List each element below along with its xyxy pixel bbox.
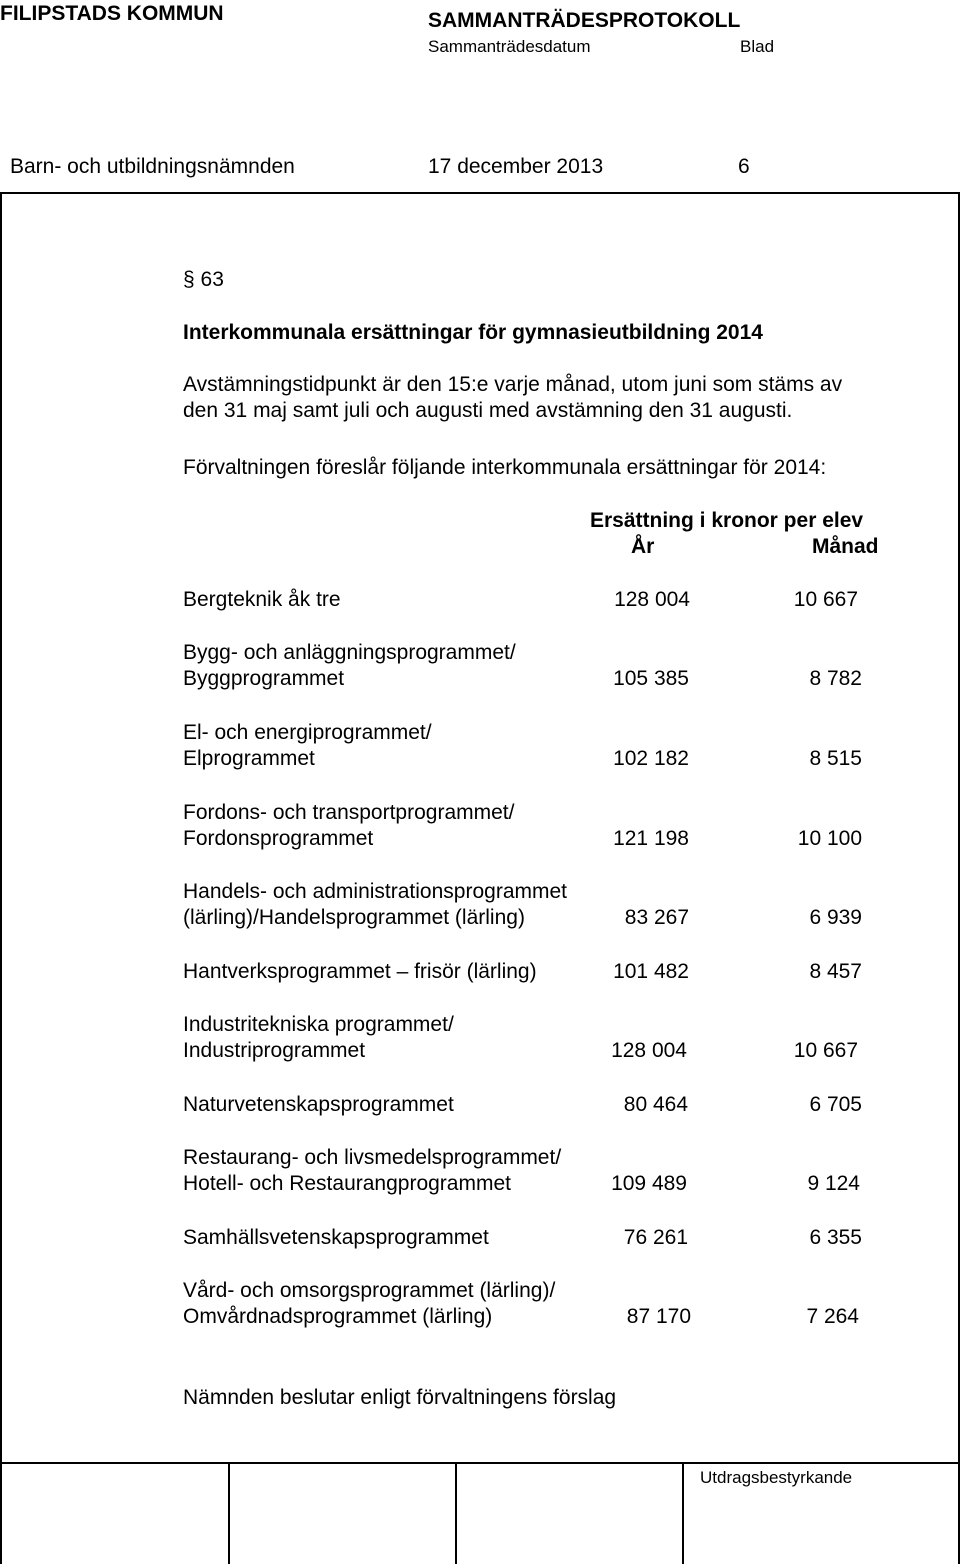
month-amount: 10 667: [793, 1039, 858, 1062]
committee-name: Barn- och utbildningsnämnden: [10, 155, 295, 178]
year-amount: 109 489: [611, 1172, 687, 1195]
decision-text: Nämnden beslutar enligt förvaltningens förslag: [183, 1386, 617, 1409]
frame-left-line: [0, 192, 2, 1564]
table-row: [0, 880, 960, 932]
table-row: [0, 1279, 960, 1331]
table-row: [0, 1093, 960, 1119]
table-row: [0, 960, 960, 986]
program-name-line2: Omvårdnadsprogrammet (lärling): [183, 1305, 493, 1328]
year-amount: 121 198: [613, 827, 689, 850]
month-amount: 8 457: [809, 960, 862, 983]
month-amount: 10 667: [793, 588, 858, 611]
program-name-line2: Industriprogrammet: [183, 1039, 366, 1062]
program-name-line1: Industritekniska programmet/: [183, 1013, 454, 1036]
month-amount: 9 124: [807, 1172, 860, 1195]
frame-top-line: [0, 192, 960, 194]
program-name-line1: Hantverksprogrammet – frisör (lärling): [183, 960, 537, 983]
intro-line-2: den 31 maj samt juli och augusti med avstämning den 31 augusti.: [183, 399, 793, 422]
footer-top-line: [0, 1462, 960, 1464]
year-amount: 102 182: [613, 747, 689, 770]
table-row: [0, 641, 960, 693]
table-row: [0, 1146, 960, 1198]
table-heading: Ersättning i kronor per elev: [590, 509, 864, 532]
program-name-line1: Samhällsvetenskapsprogrammet: [183, 1226, 489, 1249]
program-name-line2: Hotell- och Restaurangprogrammet: [183, 1172, 511, 1195]
program-name-line2: (lärling)/Handelsprogrammet (lärling): [183, 906, 525, 929]
year-amount: 76 261: [623, 1226, 688, 1249]
intro-line-1: Avstämningstidpunkt är den 15:e varje månad, utom juni som stäms av: [183, 373, 843, 396]
month-amount: 6 705: [809, 1093, 862, 1116]
column-year-header: År: [631, 535, 655, 558]
page-label: Blad: [740, 37, 775, 56]
program-name-line1: Bygg- och anläggningsprogrammet/: [183, 641, 516, 664]
year-amount: 80 464: [623, 1093, 688, 1116]
table-row: [0, 801, 960, 853]
year-amount: 128 004: [611, 1039, 687, 1062]
certification-label: Utdragsbestyrkande: [700, 1468, 853, 1487]
year-amount: 128 004: [614, 588, 690, 611]
meeting-date-label: Sammanträdesdatum: [428, 37, 591, 56]
program-name-line1: Bergteknik åk tre: [183, 588, 341, 611]
footer-divider-3: [682, 1462, 684, 1564]
footer-divider-1: [228, 1462, 230, 1564]
page-number: 6: [738, 155, 750, 178]
year-amount: 105 385: [613, 667, 689, 690]
section-number: [183, 268, 224, 292]
year-amount: 87 170: [626, 1305, 691, 1328]
meeting-date: 17 december 2013: [428, 155, 604, 178]
section-number-value: 63: [200, 268, 224, 291]
year-amount: 83 267: [624, 906, 689, 929]
table-row: [0, 1226, 960, 1252]
month-amount: 6 355: [809, 1226, 862, 1249]
table-row: [0, 588, 960, 640]
paragraph-symbol: §: [183, 268, 195, 291]
program-name-line1: Restaurang- och livsmedelsprogrammet/: [183, 1146, 562, 1169]
table-row: [0, 721, 960, 773]
month-amount: 6 939: [809, 906, 862, 929]
month-amount: 10 100: [797, 827, 862, 850]
program-name-line2: Fordonsprogrammet: [183, 827, 374, 850]
program-name-line2: Elprogrammet: [183, 747, 315, 770]
section-title: Interkommunala ersättningar för gymnasieutbildning 2014: [183, 321, 763, 344]
program-name-line2: Byggprogrammet: [183, 667, 345, 690]
footer-divider-2: [455, 1462, 457, 1564]
program-name-line1: El- och energiprogrammet/: [183, 721, 432, 744]
year-amount: 101 482: [613, 960, 689, 983]
column-month-header: Månad: [812, 535, 879, 558]
table-row: [0, 1013, 960, 1065]
month-amount: 8 782: [809, 667, 862, 690]
program-name-line1: Fordons- och transportprogrammet/: [183, 801, 515, 824]
proposal-text: Förvaltningen föreslår följande interkommunala ersättningar för 2014:: [183, 456, 827, 479]
month-amount: 7 264: [806, 1305, 859, 1328]
document-type: SAMMANTRÄDESPROTOKOLL: [428, 9, 741, 32]
month-amount: 8 515: [809, 747, 862, 770]
municipality-name: FILIPSTADS KOMMUN: [0, 2, 224, 25]
program-name-line1: Naturvetenskapsprogrammet: [183, 1093, 454, 1116]
program-name-line1: Vård- och omsorgsprogrammet (lärling)/: [183, 1279, 556, 1302]
program-name-line1: Handels- och administrationsprogrammet: [183, 880, 567, 903]
